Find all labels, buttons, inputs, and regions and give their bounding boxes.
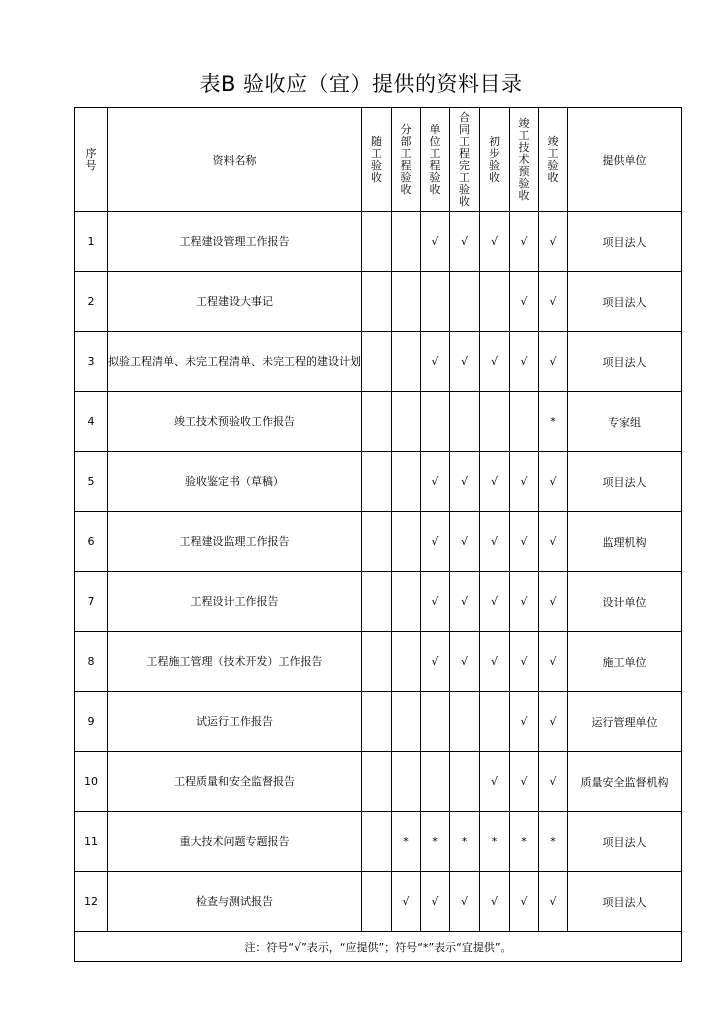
stage-mark: √ — [510, 572, 539, 632]
stage-mark: * — [539, 812, 568, 872]
provider-unit: 项目法人 — [568, 872, 682, 932]
stage-mark: √ — [450, 572, 480, 632]
row-index: 7 — [75, 572, 108, 632]
stage-mark — [450, 752, 480, 812]
stage-mark: √ — [510, 272, 539, 332]
stage-mark: √ — [539, 212, 568, 272]
note-row — [75, 932, 682, 962]
stage-mark — [421, 752, 450, 812]
stage-mark — [480, 392, 510, 452]
stage-mark — [362, 332, 392, 392]
stage-mark: * — [539, 392, 568, 452]
document-name: 试运行工作报告 — [108, 692, 362, 752]
document-name: 检查与测试报告 — [108, 872, 362, 932]
header-stage: 随工验收 — [362, 108, 392, 212]
table-row — [75, 212, 682, 272]
stage-mark: √ — [421, 332, 450, 392]
stage-mark — [392, 752, 421, 812]
stage-mark: √ — [450, 332, 480, 392]
stage-mark: √ — [480, 452, 510, 512]
header-provider: 提供单位 — [568, 108, 682, 212]
stage-mark: √ — [510, 752, 539, 812]
stage-mark: √ — [539, 872, 568, 932]
document-table — [74, 107, 682, 962]
provider-unit: 质量安全监督机构 — [568, 752, 682, 812]
table-note: 注：符号“√”表示，“应提供”；符号“*”表示“宜提供”。 — [75, 932, 682, 962]
stage-mark: √ — [450, 212, 480, 272]
stage-mark — [392, 212, 421, 272]
stage-mark — [362, 212, 392, 272]
stage-mark: √ — [480, 512, 510, 572]
stage-mark — [362, 392, 392, 452]
stage-mark: * — [392, 812, 421, 872]
provider-unit: 项目法人 — [568, 812, 682, 872]
table-row — [75, 752, 682, 812]
stage-mark — [392, 272, 421, 332]
header-stage: 竣工验收 — [539, 108, 568, 212]
provider-unit: 设计单位 — [568, 572, 682, 632]
stage-mark: √ — [510, 872, 539, 932]
stage-mark — [392, 332, 421, 392]
stage-mark: √ — [510, 692, 539, 752]
stage-mark: √ — [480, 212, 510, 272]
header-stage: 分部工程验收 — [392, 108, 421, 212]
stage-mark — [362, 692, 392, 752]
stage-mark — [362, 512, 392, 572]
provider-unit: 施工单位 — [568, 632, 682, 692]
stage-mark: √ — [480, 572, 510, 632]
stage-mark: √ — [539, 692, 568, 752]
provider-unit: 项目法人 — [568, 212, 682, 272]
row-index: 2 — [75, 272, 108, 332]
row-index: 10 — [75, 752, 108, 812]
stage-mark — [362, 272, 392, 332]
stage-mark: √ — [421, 572, 450, 632]
stage-mark — [450, 692, 480, 752]
stage-mark: √ — [539, 752, 568, 812]
stage-mark: * — [510, 812, 539, 872]
stage-mark — [392, 572, 421, 632]
table-row — [75, 392, 682, 452]
stage-mark: √ — [510, 212, 539, 272]
stage-mark — [480, 272, 510, 332]
stage-mark: √ — [421, 512, 450, 572]
stage-mark — [362, 632, 392, 692]
stage-mark — [421, 692, 450, 752]
table-row — [75, 572, 682, 632]
header-index: 序号 — [75, 108, 108, 212]
row-index: 12 — [75, 872, 108, 932]
document-name: 工程建设管理工作报告 — [108, 212, 362, 272]
table-row — [75, 452, 682, 512]
stage-mark: √ — [539, 332, 568, 392]
document-name: 工程质量和安全监督报告 — [108, 752, 362, 812]
provider-unit: 专家组 — [568, 392, 682, 452]
stage-mark: √ — [480, 752, 510, 812]
stage-mark — [362, 452, 392, 512]
header-stage: 合同工程完工验收 — [450, 108, 480, 212]
header-name: 资料名称 — [108, 108, 362, 212]
stage-mark — [421, 272, 450, 332]
stage-mark: * — [450, 812, 480, 872]
document-name: 重大技术问题专题报告 — [108, 812, 362, 872]
stage-mark: √ — [539, 632, 568, 692]
stage-mark: * — [421, 812, 450, 872]
document-name: 拟验工程清单、未完工程清单、未完工程的建设计划 — [108, 332, 362, 392]
stage-mark — [362, 872, 392, 932]
provider-unit: 项目法人 — [568, 332, 682, 392]
stage-mark: √ — [480, 872, 510, 932]
header-stage: 竣工技术预验收 — [510, 108, 539, 212]
stage-mark: √ — [539, 512, 568, 572]
stage-mark: √ — [480, 632, 510, 692]
document-name: 验收鉴定书（草稿） — [108, 452, 362, 512]
stage-mark: √ — [450, 512, 480, 572]
page-title: 表B 验收应（宜）提供的资料目录 — [199, 72, 523, 96]
stage-mark: √ — [539, 272, 568, 332]
header-row — [75, 108, 682, 212]
row-index: 5 — [75, 452, 108, 512]
table-row — [75, 872, 682, 932]
stage-mark — [392, 632, 421, 692]
stage-mark: √ — [392, 872, 421, 932]
row-index: 3 — [75, 332, 108, 392]
stage-mark: √ — [421, 452, 450, 512]
stage-mark — [362, 812, 392, 872]
table-row — [75, 812, 682, 872]
stage-mark: √ — [421, 632, 450, 692]
stage-mark — [392, 452, 421, 512]
row-index: 6 — [75, 512, 108, 572]
stage-mark: * — [480, 812, 510, 872]
table-row — [75, 512, 682, 572]
header-stage: 单位工程验收 — [421, 108, 450, 212]
provider-unit: 项目法人 — [568, 452, 682, 512]
document-name: 工程建设大事记 — [108, 272, 362, 332]
document-name: 竣工技术预验收工作报告 — [108, 392, 362, 452]
document-name: 工程设计工作报告 — [108, 572, 362, 632]
table-row — [75, 692, 682, 752]
provider-unit: 运行管理单位 — [568, 692, 682, 752]
stage-mark — [510, 392, 539, 452]
table-row — [75, 332, 682, 392]
row-index: 9 — [75, 692, 108, 752]
stage-mark: √ — [421, 212, 450, 272]
stage-mark: √ — [510, 452, 539, 512]
stage-mark: √ — [421, 872, 450, 932]
stage-mark — [392, 692, 421, 752]
row-index: 8 — [75, 632, 108, 692]
stage-mark: √ — [510, 632, 539, 692]
stage-mark: √ — [450, 452, 480, 512]
stage-mark: √ — [480, 332, 510, 392]
document-name: 工程建设监理工作报告 — [108, 512, 362, 572]
stage-mark: √ — [510, 512, 539, 572]
stage-mark: √ — [450, 872, 480, 932]
stage-mark: √ — [450, 632, 480, 692]
stage-mark — [480, 692, 510, 752]
stage-mark: √ — [539, 572, 568, 632]
header-stage: 初步验收 — [480, 108, 510, 212]
stage-mark — [392, 392, 421, 452]
stage-mark: √ — [539, 452, 568, 512]
row-index: 4 — [75, 392, 108, 452]
stage-mark — [392, 512, 421, 572]
stage-mark: √ — [510, 332, 539, 392]
stage-mark — [362, 752, 392, 812]
stage-mark — [450, 392, 480, 452]
table-row — [75, 632, 682, 692]
row-index: 1 — [75, 212, 108, 272]
provider-unit: 监理机构 — [568, 512, 682, 572]
document-name: 工程施工管理（技术开发）工作报告 — [108, 632, 362, 692]
row-index: 11 — [75, 812, 108, 872]
table-row — [75, 272, 682, 332]
stage-mark — [362, 572, 392, 632]
stage-mark — [421, 392, 450, 452]
stage-mark — [450, 272, 480, 332]
provider-unit: 项目法人 — [568, 272, 682, 332]
